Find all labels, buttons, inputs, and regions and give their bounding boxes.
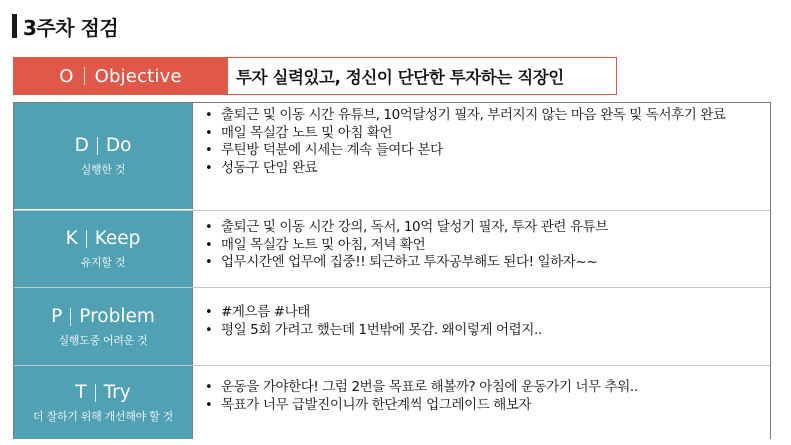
- do-letter: D: [74, 135, 89, 156]
- list-item: • 성동구 단임 완료: [203, 160, 760, 178]
- keep-label: [14, 211, 192, 287]
- try-content: [192, 366, 770, 439]
- row-try: [14, 365, 770, 439]
- list-item: • 출퇴근 및 이동 시간 강의, 독서, 10억 달성기 필자, 투자 관련 유튜브: [203, 219, 760, 237]
- row-keep: [14, 210, 770, 287]
- kpt-table: [13, 102, 771, 439]
- objective-separator: [84, 67, 85, 85]
- do-separator: [97, 137, 98, 155]
- row-do: [14, 103, 770, 209]
- keep-letter: K: [65, 228, 78, 249]
- title-accent-bar: [12, 14, 17, 38]
- do-label: [14, 103, 192, 209]
- problem-separator: [70, 308, 71, 326]
- list-item: • 업무시간엔 업무에 집중!! 퇴근하고 투자공부해도 된다! 일하자~~: [203, 254, 760, 272]
- problem-label: [14, 288, 192, 365]
- row-problem: [14, 287, 770, 365]
- keep-separator: [86, 230, 87, 248]
- try-label-main: [75, 382, 130, 404]
- problem-content: [192, 288, 770, 365]
- do-list: [203, 107, 760, 177]
- do-subtitle: 실행한 것: [80, 163, 126, 176]
- try-separator: [95, 384, 96, 402]
- try-list: [203, 379, 760, 414]
- list-item: • 목표가 너무 급발진이니까 한단계씩 업그레이드 해보자: [203, 397, 760, 415]
- objective-value: 투자 실력있고, 정신이 단단한 투자하는 직장인: [228, 57, 617, 95]
- keep-content: [192, 211, 770, 287]
- try-subtitle: 더 잘하기 위해 개선해야 할 것: [33, 409, 173, 423]
- page-title-block: [12, 12, 118, 40]
- list-item: • 매일 목실감 노트 및 아침 확언: [203, 125, 760, 143]
- page-title: 3주차 점검: [23, 15, 119, 40]
- list-item: • 출퇴근 및 이동 시간 유튜브, 10억달성기 필자, 부러지지 않는 마음 완독 및 독서후기 완료: [203, 107, 760, 125]
- problem-letter: P: [51, 305, 63, 327]
- try-letter: T: [75, 381, 87, 403]
- try-word: Try: [103, 381, 131, 403]
- list-item: • 루틴방 덕분에 시세는 계속 들여다 본다: [203, 142, 760, 160]
- try-label: [14, 366, 192, 439]
- objective-letter: O: [59, 65, 74, 87]
- keep-list: [203, 219, 760, 272]
- keep-subtitle: 유지할 것: [80, 256, 126, 269]
- problem-list: [203, 304, 760, 339]
- do-word: Do: [105, 135, 132, 156]
- list-item: • 매일 목실감 노트 및 아침, 저녁 확언: [203, 237, 760, 255]
- problem-word: Problem: [79, 305, 155, 327]
- do-label-main: [75, 135, 132, 157]
- objective-label: [13, 57, 228, 95]
- keep-label-main: [66, 228, 141, 250]
- list-item: • 운동을 가야한다! 그럼 2번을 목표로 해볼까? 아침에 운동가기 너무 추워..: [203, 379, 760, 397]
- problem-subtitle: 실행도중 어려운 것: [58, 333, 148, 347]
- keep-word: Keep: [94, 228, 141, 249]
- list-item: • 평일 5회 가려고 했는데 1번밖에 못감. 왜이렇게 어렵지..: [203, 322, 760, 340]
- list-item: • #게으름 #나태: [203, 304, 760, 322]
- problem-label-main: [51, 306, 155, 328]
- objective-word: Objective: [94, 65, 182, 87]
- do-content: [192, 103, 770, 209]
